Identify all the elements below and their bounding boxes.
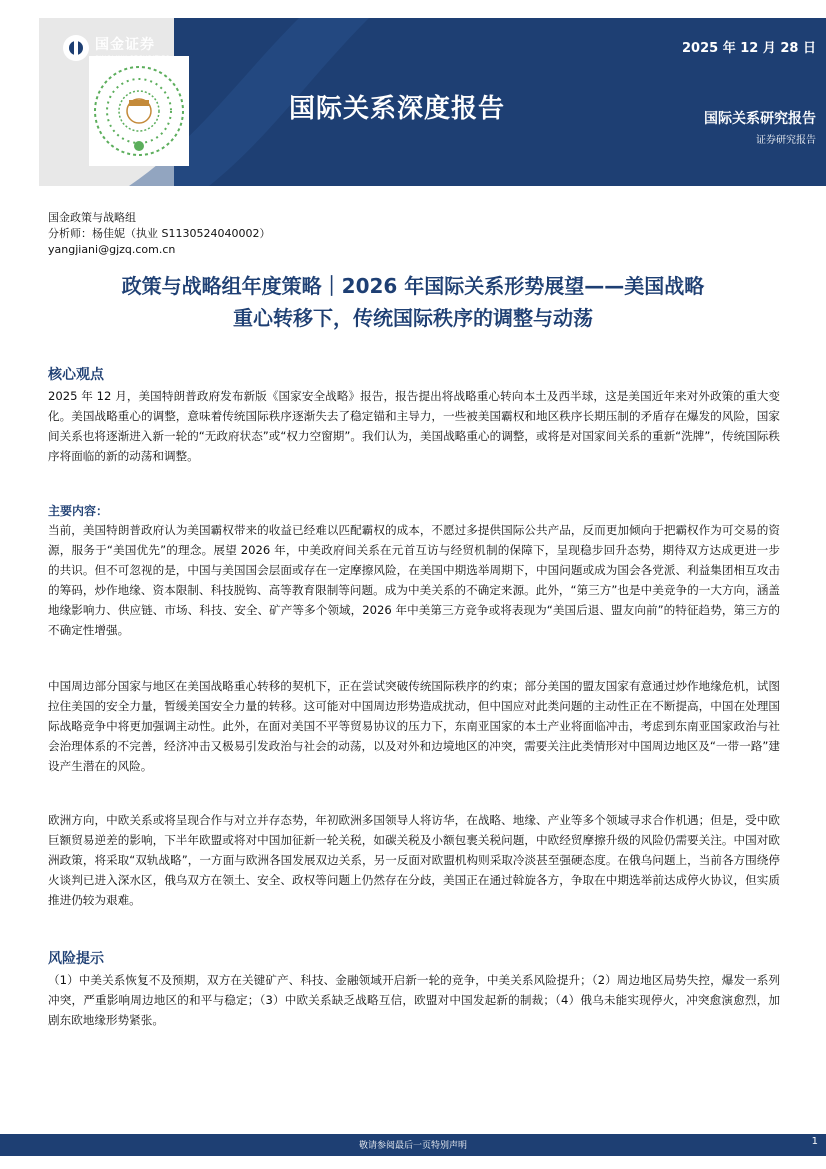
core-text: 2025 年 12 月，美国特朗普政府发布新版《国家安全战略》报告，报告提出将战略重心转向本土及西半球，这是美国近年来对外政策的重大变化。美国战略重心的调整，意味着传统国际秩序逐渐失去了稳定锚和主导力，一些被美国霸权和地区秩序长期压制的矛盾存在爆发的风险，国家间关系也将逐渐进入新一轮的“无政府状态”或“权力空窗期”。我们认为，美国战略重心的调整，或将是对国家间关系的重新“洗牌”，传统国际秩序将面临的新的动荡和调整。 bbox=[48, 389, 780, 463]
report-type: 国际关系研究报告 bbox=[704, 111, 816, 127]
logo-icon bbox=[63, 35, 89, 61]
main-paragraph-3: 欧洲方向，中欧关系或将呈现合作与对立并存态势，年初欧洲多国领导人将访华，在战略、地缘、产业等多个领域寻求合作机遇；但是，受中欧巨额贸易逆差的影响，下半年欧盟或将对中国加征新一轮关税，如碳关税及小额包裹关税问题，中欧经贸摩擦升级的风险仍需要关注。中国对欧洲政策，将采取“双轨战略”，一方面与欧洲各国发展双边关系，另一反面对欧盟机构则采取冷淡甚至强硬态度。在俄乌问题上，当前各方围绕停火谈判已进入深水区，俄乌双方在领土、安全、政权等问题上仍然存在分歧，美国正在通过斡旋各方，争取在中期选举前达成停火协议，但实质推进仍较为艰难。 bbox=[48, 813, 780, 907]
report-subtype: 证券研究报告 bbox=[756, 135, 816, 146]
main-paragraph-2: 中国周边部分国家与地区在美国战略重心转移的契机下，正在尝试突破传统国际秩序的约束；部分美国的盟友国家有意通过炒作地缘危机，试图拉住美国的安全力量，暂缓美国安全力量的转移。这可能对中国周边形势造成扰动，但中国应对此类问题的主动性正在不断提高，中国在处理国际战略竞争中将更加强调主动性。此外，在面对美国不平等贸易协议的压力下，东南亚国家的本土产业将面临冲击，考虑到东南亚国家政治与社会治理体系的不完善，经济冲击又极易引发政治与社会的动荡，以及对外和边境地区的冲突，需要关注此类情形对中国周边地区及“一带一路”建设产生潜在的风险。 bbox=[48, 679, 780, 773]
risk-text: （1）中美关系恢复不及预期，双方在关键矿产、科技、金融领域开启新一轮的竞争，中美关系风险提升；（2）周边地区局势失控，爆发一系列冲突，严重影响周边地区的和平与稳定；（3）中欧关系缺乏战略互信，欧盟对中国发起新的制裁；（4）俄乌未能实现停火，冲突愈演愈烈，加剧东欧地缘形势紧张。 bbox=[48, 973, 780, 1027]
qr-code bbox=[89, 56, 189, 166]
analyst-email: yangjiani@gjzq.com.cn bbox=[48, 243, 176, 256]
main-paragraph-1: 当前，美国特朗普政府认为美国霸权带来的收益已经难以匹配霸权的成本，不愿过多提供国际公共产品，反而更加倾向于把霸权作为可交易的资源，服务于“美国优先”的理念。展望 2026 年，中美政府间关系在元首互访与经贸机制的保障下，呈现稳步回升态势，期待双方达成更进一步的共识。但不可忽视的是，中国与美国国会层面或存在一定摩擦风险，在美国中期选举周期下，中国问题或成为国会各党派、利益集团相互攻击的筹码，炒作地缘、资本限制、科技脱钩、高等教育限制等问题。成为中美关系的不确定来源。此外，“第三方”也是中美竞争的一大方向，涵盖地缘影响力、供应链、市场、科技、安全、矿产等多个领域，2026 年中美第三方竞争或将表现为“美国后退、盟友向前”的特征趋势，第三方的不确定性增强。 bbox=[48, 523, 780, 637]
risk-heading: 风险提示 bbox=[48, 951, 104, 967]
report-header bbox=[39, 18, 826, 186]
analyst-group: 国金政策与战略组 bbox=[48, 211, 136, 224]
report-title: 国际关系深度报告 bbox=[289, 94, 506, 124]
core-heading: 核心观点 bbox=[48, 367, 104, 383]
page-number: 1 bbox=[811, 1136, 818, 1147]
title-line-1: 政策与战略组年度策略｜2026 年国际关系形势展望——美国战略 bbox=[121, 274, 705, 298]
main-heading: 主要内容： bbox=[48, 504, 109, 518]
title-line-2: 重心转移下，传统国际秩序的调整与动荡 bbox=[233, 306, 593, 330]
report-date: 2025 年 12 月 28 日 bbox=[682, 41, 816, 56]
document-title bbox=[38, 270, 788, 334]
analyst-name: 分析师：杨佳妮（执业 S1130524040002） bbox=[48, 227, 271, 240]
analyst-info bbox=[48, 210, 270, 258]
logo-name-cn: 国金证券 bbox=[95, 37, 155, 53]
footer-disclaimer: 敬请参阅最后一页特别声明 bbox=[358, 1141, 467, 1151]
